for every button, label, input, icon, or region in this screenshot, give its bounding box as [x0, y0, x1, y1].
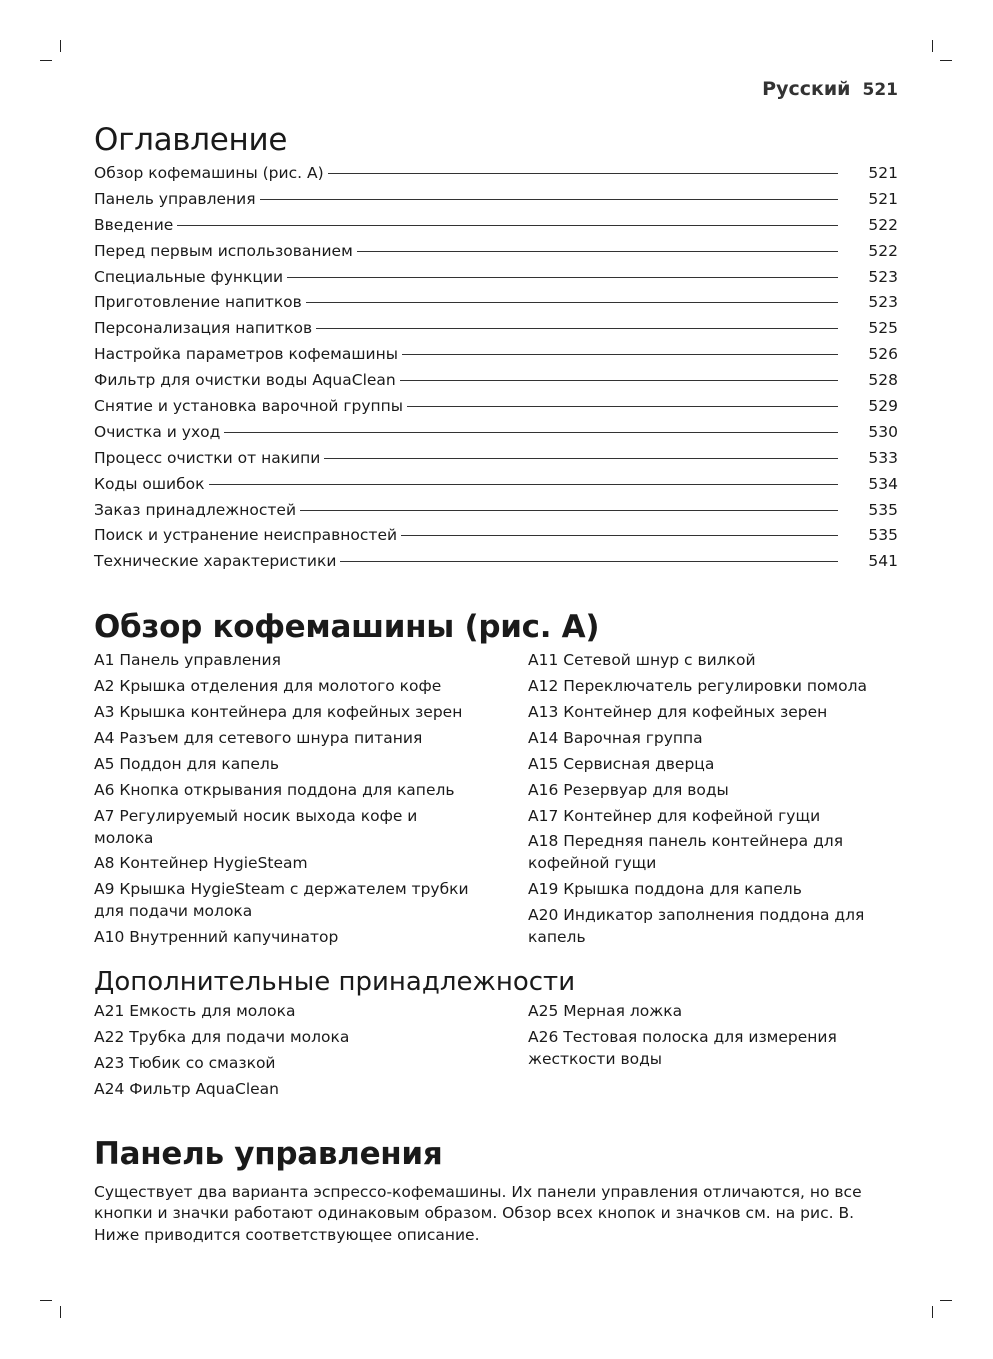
list-item: A20 Индикатор заполнения поддона для капель	[528, 906, 865, 947]
toc-entry-title: Заказ принадлежностей	[94, 500, 297, 519]
toc-entry-title: Приготовление напитков	[94, 293, 302, 312]
list-item: A17 Контейнер для кофейной гущи	[528, 806, 821, 825]
toc-leader-line	[340, 561, 838, 562]
toc-entry-page: 525	[868, 319, 898, 338]
accessories-columns	[94, 1000, 898, 1104]
toc-entry-page: 522	[868, 241, 898, 260]
toc-entry-page: 523	[868, 267, 898, 286]
overview-columns	[94, 649, 898, 952]
toc-leader-line	[316, 328, 838, 329]
toc-entry[interactable]	[94, 290, 898, 316]
toc-entry[interactable]	[94, 187, 898, 213]
toc-entry[interactable]	[94, 316, 898, 342]
list-item: A1 Панель управления	[94, 651, 281, 670]
list-item: A25 Мерная ложка	[528, 1002, 683, 1021]
list-item: A2 Крышка отделения для молотого кофе	[94, 677, 442, 696]
control-panel-title: Панель управления	[94, 1135, 443, 1172]
toc-entry-title: Настройка параметров кофемашины	[94, 345, 398, 364]
overview-left-column	[94, 649, 528, 952]
toc-title: Оглавление	[94, 122, 288, 158]
page-header	[762, 78, 898, 100]
list-item: A18 Передняя панель контейнера для кофейной гущи	[528, 832, 844, 873]
toc-entry-page: 522	[868, 215, 898, 234]
toc-entry-title: Снятие и установка варочной группы	[94, 397, 404, 416]
toc-entry-page: 535	[868, 500, 898, 519]
toc-leader-line	[324, 458, 838, 459]
list-item: A9 Крышка HygieSteam с держателем трубки для подачи молока	[94, 880, 469, 921]
toc-entry[interactable]	[94, 213, 898, 239]
overview-right-column	[528, 649, 898, 952]
toc-entry[interactable]	[94, 523, 898, 549]
toc-entry[interactable]	[94, 161, 898, 187]
toc-entry-page: 528	[868, 371, 898, 390]
toc-leader-line	[357, 251, 838, 252]
toc-entry[interactable]	[94, 446, 898, 472]
list-item: A8 Контейнер HygieSteam	[94, 854, 308, 873]
toc-leader-line	[260, 199, 838, 200]
toc-entry-page: 526	[868, 345, 898, 364]
toc-entry-page: 523	[868, 293, 898, 312]
crop-mark-bottom-left-h	[40, 1300, 52, 1301]
toc-list	[94, 161, 898, 575]
list-item: A13 Контейнер для кофейных зерен	[528, 703, 828, 722]
header-page-number: 521	[862, 80, 898, 100]
toc-entry-page: 530	[868, 422, 898, 441]
list-item: A22 Трубка для подачи молока	[94, 1028, 350, 1047]
toc-entry-page: 535	[868, 526, 898, 545]
list-item: A26 Тестовая полоска для измерения жесткости воды	[528, 1028, 837, 1069]
toc-entry[interactable]	[94, 472, 898, 498]
list-item: A24 Фильтр AquaClean	[94, 1079, 279, 1098]
accessories-title: Дополнительные принадлежности	[94, 967, 576, 998]
toc-entry-title: Фильтр для очистки воды AquaClean	[94, 371, 396, 390]
toc-entry[interactable]	[94, 420, 898, 446]
toc-leader-line	[209, 484, 838, 485]
toc-entry-title: Технические характеристики	[94, 552, 337, 571]
toc-entry-title: Персонализация напитков	[94, 319, 313, 338]
crop-mark-bottom-left-v	[60, 1306, 61, 1318]
crop-mark-top-left-h	[40, 60, 52, 61]
list-item: A4 Разъем для сетевого шнура питания	[94, 728, 423, 747]
list-item: A3 Крышка контейнера для кофейных зерен	[94, 703, 463, 722]
toc-entry[interactable]	[94, 394, 898, 420]
page-content	[94, 118, 898, 1246]
toc-leader-line	[328, 173, 838, 174]
crop-mark-top-left-v	[60, 40, 61, 52]
toc-entry-title: Процесс очистки от накипи	[94, 448, 321, 467]
toc-leader-line	[407, 406, 838, 407]
list-item: A19 Крышка поддона для капель	[528, 880, 802, 899]
toc-entry[interactable]	[94, 498, 898, 524]
toc-entry-page: 534	[868, 474, 898, 493]
toc-entry-title: Очистка и уход	[94, 422, 221, 441]
list-item: A7 Регулируемый носик выхода кофе и молока	[94, 806, 418, 847]
toc-leader-line	[177, 225, 838, 226]
toc-leader-line	[402, 354, 838, 355]
toc-entry-title: Введение	[94, 215, 174, 234]
header-language: Русский	[762, 78, 851, 100]
toc-entry[interactable]	[94, 342, 898, 368]
crop-mark-bottom-right-h	[940, 1300, 952, 1301]
accessories-right-column	[528, 1000, 898, 1104]
toc-leader-line	[401, 535, 838, 536]
toc-entry-page: 521	[868, 164, 898, 182]
list-item: A14 Варочная группа	[528, 728, 703, 747]
toc-entry-title: Коды ошибок	[94, 474, 205, 493]
toc-entry[interactable]	[94, 549, 898, 575]
toc-entry[interactable]	[94, 368, 898, 394]
accessories-left-column	[94, 1000, 528, 1104]
toc-entry-title: Поиск и устранение неисправностей	[94, 526, 398, 545]
crop-mark-top-right-v	[932, 40, 933, 52]
list-item: A23 Тюбик со смазкой	[94, 1053, 276, 1072]
toc-leader-line	[300, 510, 838, 511]
toc-entry-page: 529	[868, 397, 898, 416]
toc-entry-page: 533	[868, 448, 898, 467]
toc-entry-title: Обзор кофемашины (рис. A)	[94, 164, 324, 182]
toc-entry-page: 541	[868, 552, 898, 571]
list-item: A16 Резервуар для воды	[528, 780, 729, 799]
toc-leader-line	[400, 380, 838, 381]
list-item: A10 Внутренний капучинатор	[94, 928, 339, 947]
control-panel-text: Существует два варианта эспрессо-кофемашины. Их панели управления отличаются, но все кнопки и значки работают одинаковым образом. Обзор всех кнопок и значков см. на рис. B. Ниже приводится соответствующее описание.	[94, 1182, 862, 1244]
list-item: A15 Сервисная дверца	[528, 754, 715, 773]
list-item: A5 Поддон для капель	[94, 754, 279, 773]
overview-title: Обзор кофемашины (рис. A)	[94, 609, 600, 646]
list-item: A11 Сетевой шнур с вилкой	[528, 651, 756, 670]
list-item: A21 Емкость для молока	[94, 1002, 296, 1021]
list-item: A12 Переключатель регулировки помола	[528, 677, 868, 696]
toc-entry-title: Специальные функции	[94, 267, 284, 286]
toc-leader-line	[306, 302, 838, 303]
toc-entry[interactable]	[94, 239, 898, 265]
toc-leader-line	[287, 277, 838, 278]
toc-leader-line	[224, 432, 838, 433]
list-item: A6 Кнопка открывания поддона для капель	[94, 780, 455, 799]
toc-entry-title: Перед первым использованием	[94, 241, 353, 260]
toc-entry-page: 521	[868, 189, 898, 208]
crop-mark-bottom-right-v	[932, 1306, 933, 1318]
crop-mark-top-right-h	[940, 60, 952, 61]
toc-entry[interactable]	[94, 265, 898, 291]
toc-entry-title: Панель управления	[94, 189, 256, 208]
